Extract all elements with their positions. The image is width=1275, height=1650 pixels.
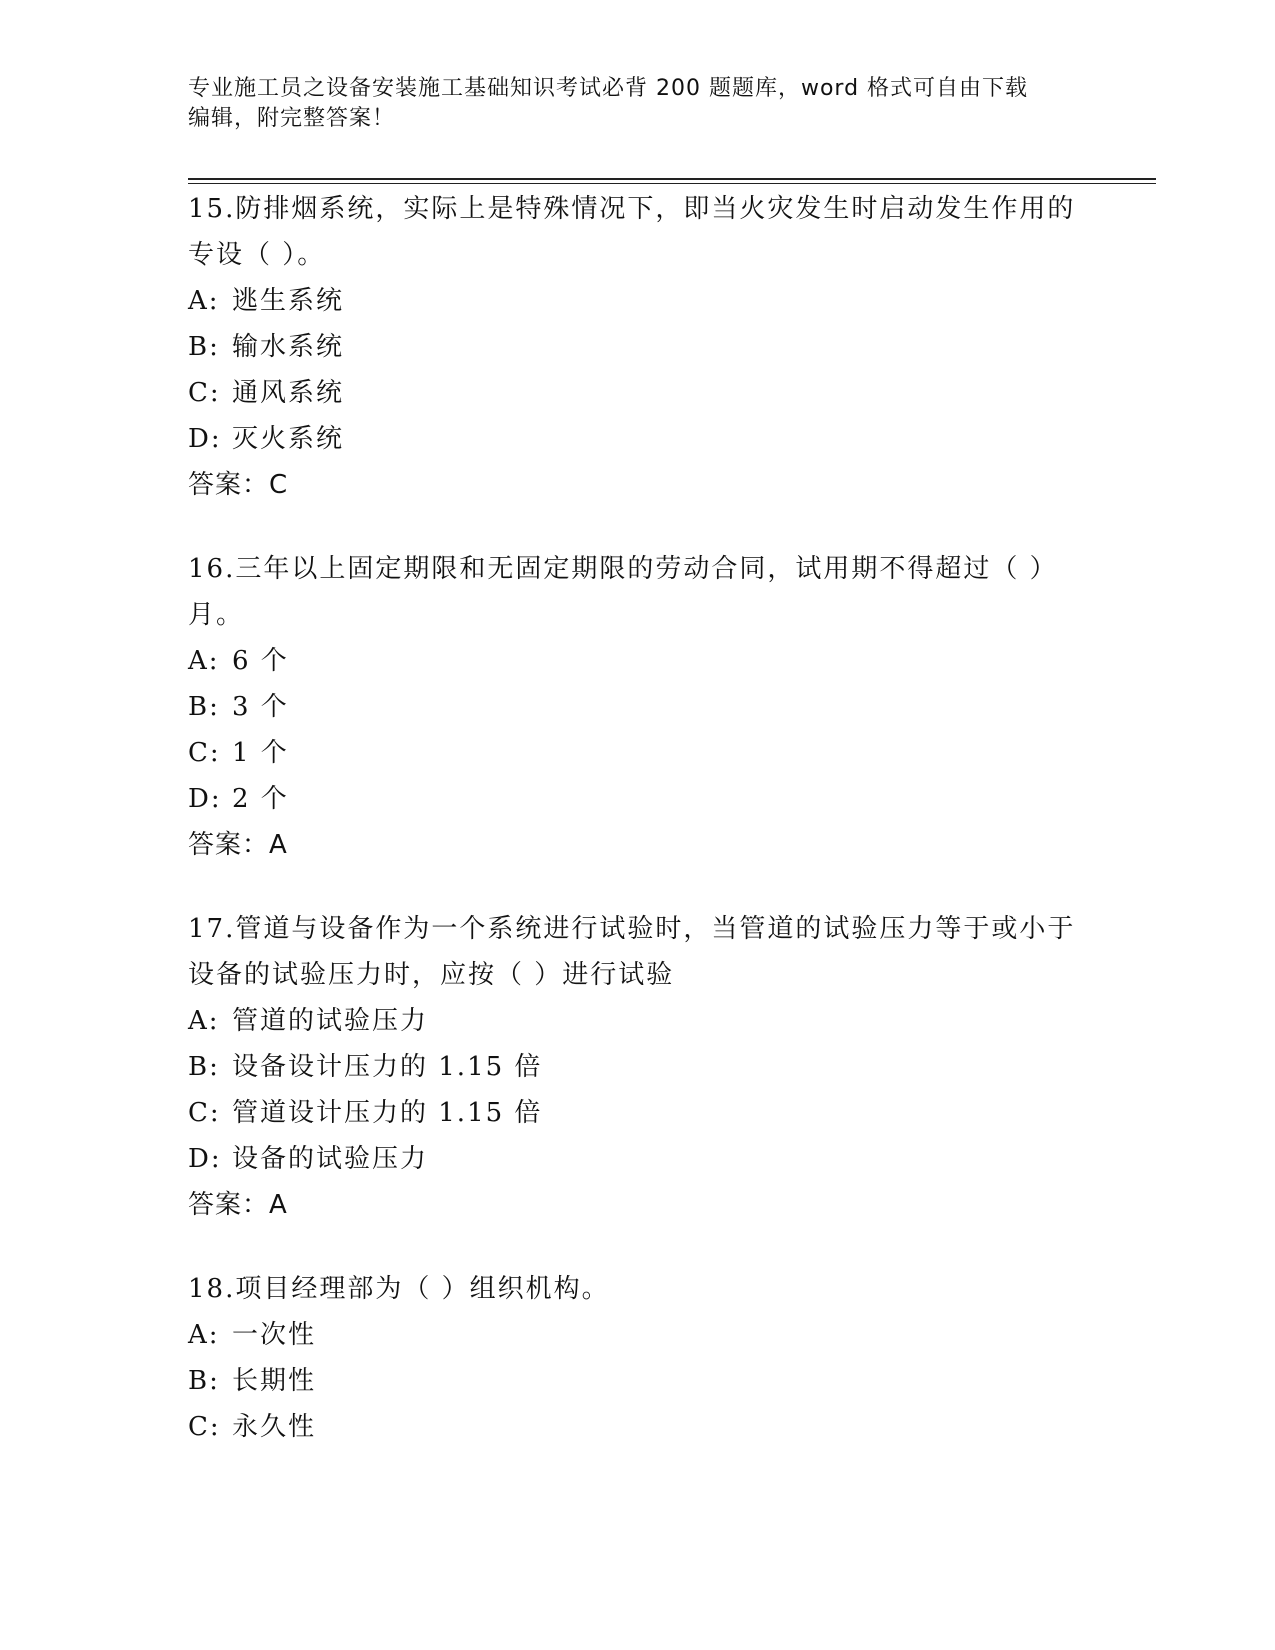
option-key: B: bbox=[188, 1052, 220, 1082]
answer: 答案：A bbox=[188, 830, 288, 860]
option-key: A: bbox=[188, 646, 220, 676]
option-text: 设备设计压力的 1.15 倍 bbox=[232, 1052, 543, 1082]
question-15 bbox=[188, 186, 1088, 508]
option-text: 一次性 bbox=[232, 1320, 317, 1350]
header-title-line1: 专业施工员之设备安装施工基础知识考试必背 200 题题库，word 格式可自由下载 bbox=[188, 76, 1029, 101]
question-stem: 18.项目经理部为（ ）组织机构。 bbox=[188, 1274, 610, 1304]
option-text: 2 个 bbox=[232, 784, 289, 814]
option-key: C: bbox=[188, 1412, 221, 1442]
option-b bbox=[188, 324, 1088, 370]
option-c bbox=[188, 1090, 1088, 1136]
header-divider-thick bbox=[188, 178, 1156, 180]
option-key: B: bbox=[188, 332, 220, 362]
question-stem: 17.管道与设备作为一个系统进行试验时，当管道的试验压力等于或小于设备的试验压力时，应按（ ）进行试验 bbox=[188, 914, 1076, 990]
option-text: 长期性 bbox=[232, 1366, 317, 1396]
question-stem: 15.防排烟系统，实际上是特殊情况下，即当火灾发生时启动发生作用的专设（ ）。 bbox=[188, 194, 1076, 270]
option-key: C: bbox=[188, 1098, 221, 1128]
option-c bbox=[188, 1404, 1088, 1450]
option-b bbox=[188, 684, 1088, 730]
option-text: 管道的试验压力 bbox=[232, 1006, 429, 1036]
option-d bbox=[188, 416, 1088, 462]
option-b bbox=[188, 1358, 1088, 1404]
question-18 bbox=[188, 1266, 1088, 1450]
option-key: B: bbox=[188, 692, 220, 722]
option-key: D: bbox=[188, 784, 222, 814]
option-text: 输水系统 bbox=[232, 332, 345, 362]
option-a bbox=[188, 278, 1088, 324]
header-title-line2: 编辑，附完整答案！ bbox=[188, 106, 396, 131]
option-b bbox=[188, 1044, 1088, 1090]
option-key: A: bbox=[188, 1320, 220, 1350]
option-text: 3 个 bbox=[232, 692, 289, 722]
answer: 答案：C bbox=[188, 470, 289, 500]
option-key: A: bbox=[188, 1006, 220, 1036]
option-key: B: bbox=[188, 1366, 220, 1396]
option-key: C: bbox=[188, 378, 221, 408]
option-key: A: bbox=[188, 286, 220, 316]
answer: 答案：A bbox=[188, 1190, 288, 1220]
option-text: 通风系统 bbox=[232, 378, 345, 408]
option-text: 设备的试验压力 bbox=[232, 1144, 429, 1174]
question-stem: 16.三年以上固定期限和无固定期限的劳动合同，试用期不得超过（ ）月。 bbox=[188, 554, 1058, 630]
option-d bbox=[188, 1136, 1088, 1182]
option-c bbox=[188, 730, 1088, 776]
option-text: 1 个 bbox=[232, 738, 289, 768]
option-text: 永久性 bbox=[232, 1412, 317, 1442]
option-a bbox=[188, 638, 1088, 684]
option-text: 6 个 bbox=[232, 646, 289, 676]
option-d bbox=[188, 776, 1088, 822]
option-key: C: bbox=[188, 738, 221, 768]
question-16 bbox=[188, 546, 1088, 868]
option-text: 逃生系统 bbox=[232, 286, 345, 316]
option-a bbox=[188, 1312, 1088, 1358]
option-key: D: bbox=[188, 1144, 222, 1174]
option-key: D: bbox=[188, 424, 222, 454]
option-c bbox=[188, 370, 1088, 416]
document-header bbox=[188, 74, 1068, 134]
option-text: 管道设计压力的 1.15 倍 bbox=[232, 1098, 543, 1128]
option-text: 灭火系统 bbox=[232, 424, 345, 454]
option-a bbox=[188, 998, 1088, 1044]
question-17 bbox=[188, 906, 1088, 1228]
header-divider-thin bbox=[188, 183, 1156, 184]
